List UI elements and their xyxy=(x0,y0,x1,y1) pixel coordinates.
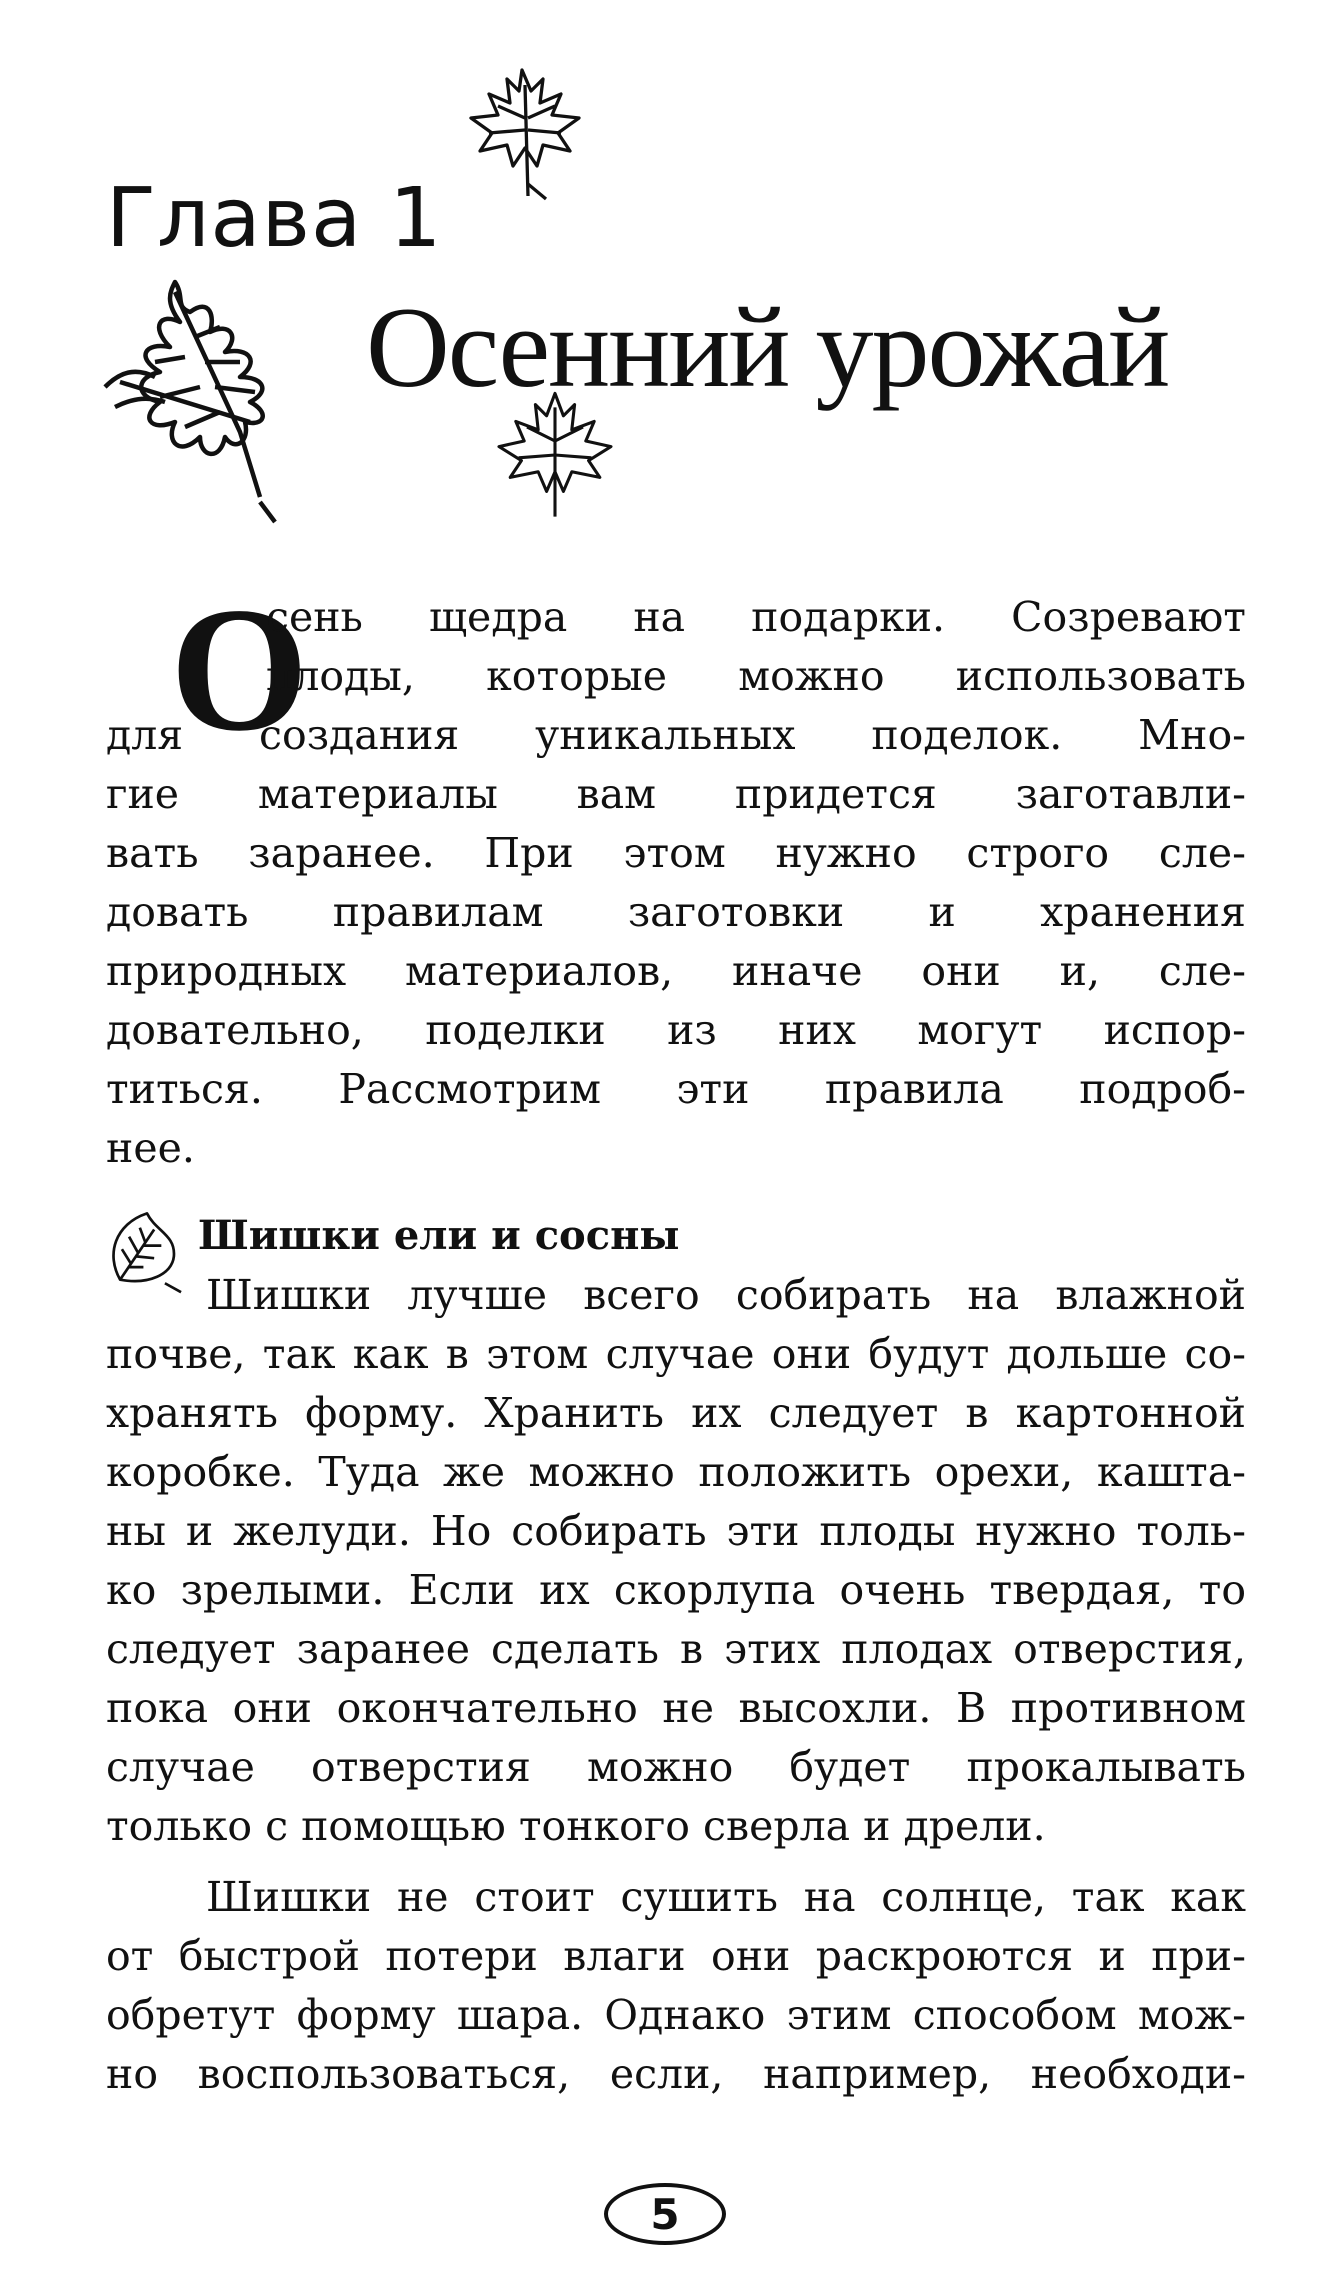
text-line: пока они окончательно не высохли. В противном xyxy=(106,1684,1246,1732)
text-line: только с помощью тонкого сверла и дрели. xyxy=(106,1802,1046,1850)
section-body xyxy=(106,1266,1246,2104)
text-line: от быстрой потери влаги они раскроются и при- xyxy=(106,1932,1246,1980)
text-line: нее. xyxy=(106,1124,195,1172)
chapter-label: Глава 1 xyxy=(106,171,443,266)
text-line: коробке. Туда же можно положить орехи, кашта- xyxy=(106,1448,1246,1496)
text-line: почве, так как в этом случае они будут дольше со- xyxy=(106,1330,1246,1378)
text-line: ны и желуди. Но собирать эти плоды нужно толь- xyxy=(106,1507,1246,1555)
text-line: довательно, поделки из них могут испор- xyxy=(106,1006,1246,1054)
text-line: вать заранее. При этом нужно строго сле- xyxy=(106,829,1246,877)
text-line: титься. Рассмотрим эти правила подроб- xyxy=(106,1065,1246,1113)
text-line: следует заранее сделать в этих плодах отверстия, xyxy=(106,1625,1246,1673)
text-line: обретут форму шара. Однако этим способом мож- xyxy=(106,1991,1246,2039)
maple-leaf-icon xyxy=(450,58,600,208)
text-line: для создания уникальных поделок. Мно- xyxy=(106,711,1246,759)
section-heading: Шишки ели и сосны xyxy=(198,1212,680,1259)
text-line: сень щедра на подарки. Созревают xyxy=(266,593,1246,641)
text-line: случае отверстия можно будет прокалывать xyxy=(106,1743,1246,1791)
text-line: но воспользоваться, если, например, необходи- xyxy=(106,2050,1246,2098)
text-line: плоды, которые можно использовать xyxy=(266,652,1246,700)
text-line: гие материалы вам придется заготавли- xyxy=(106,770,1246,818)
intro-paragraph xyxy=(106,588,1246,1178)
oak-leaf-icon xyxy=(100,272,350,532)
text-line: Шишки не стоит сушить на солнце, так как xyxy=(206,1873,1246,1921)
text-line: Шишки лучше всего собирать на влажной xyxy=(206,1271,1246,1319)
text-line: довать правилам заготовки и хранения xyxy=(106,888,1246,936)
text-line: хранять форму. Хранить их следует в картонной xyxy=(106,1389,1246,1437)
chapter-title: Осенний урожай xyxy=(366,284,1169,412)
page-number: 5 xyxy=(604,2183,726,2245)
text-line: ко зрелыми. Если их скорлупа очень твердая, то xyxy=(106,1566,1246,1614)
text-line: природных материалов, иначе они и, сле- xyxy=(106,947,1246,995)
drop-cap-letter: О xyxy=(170,570,309,768)
